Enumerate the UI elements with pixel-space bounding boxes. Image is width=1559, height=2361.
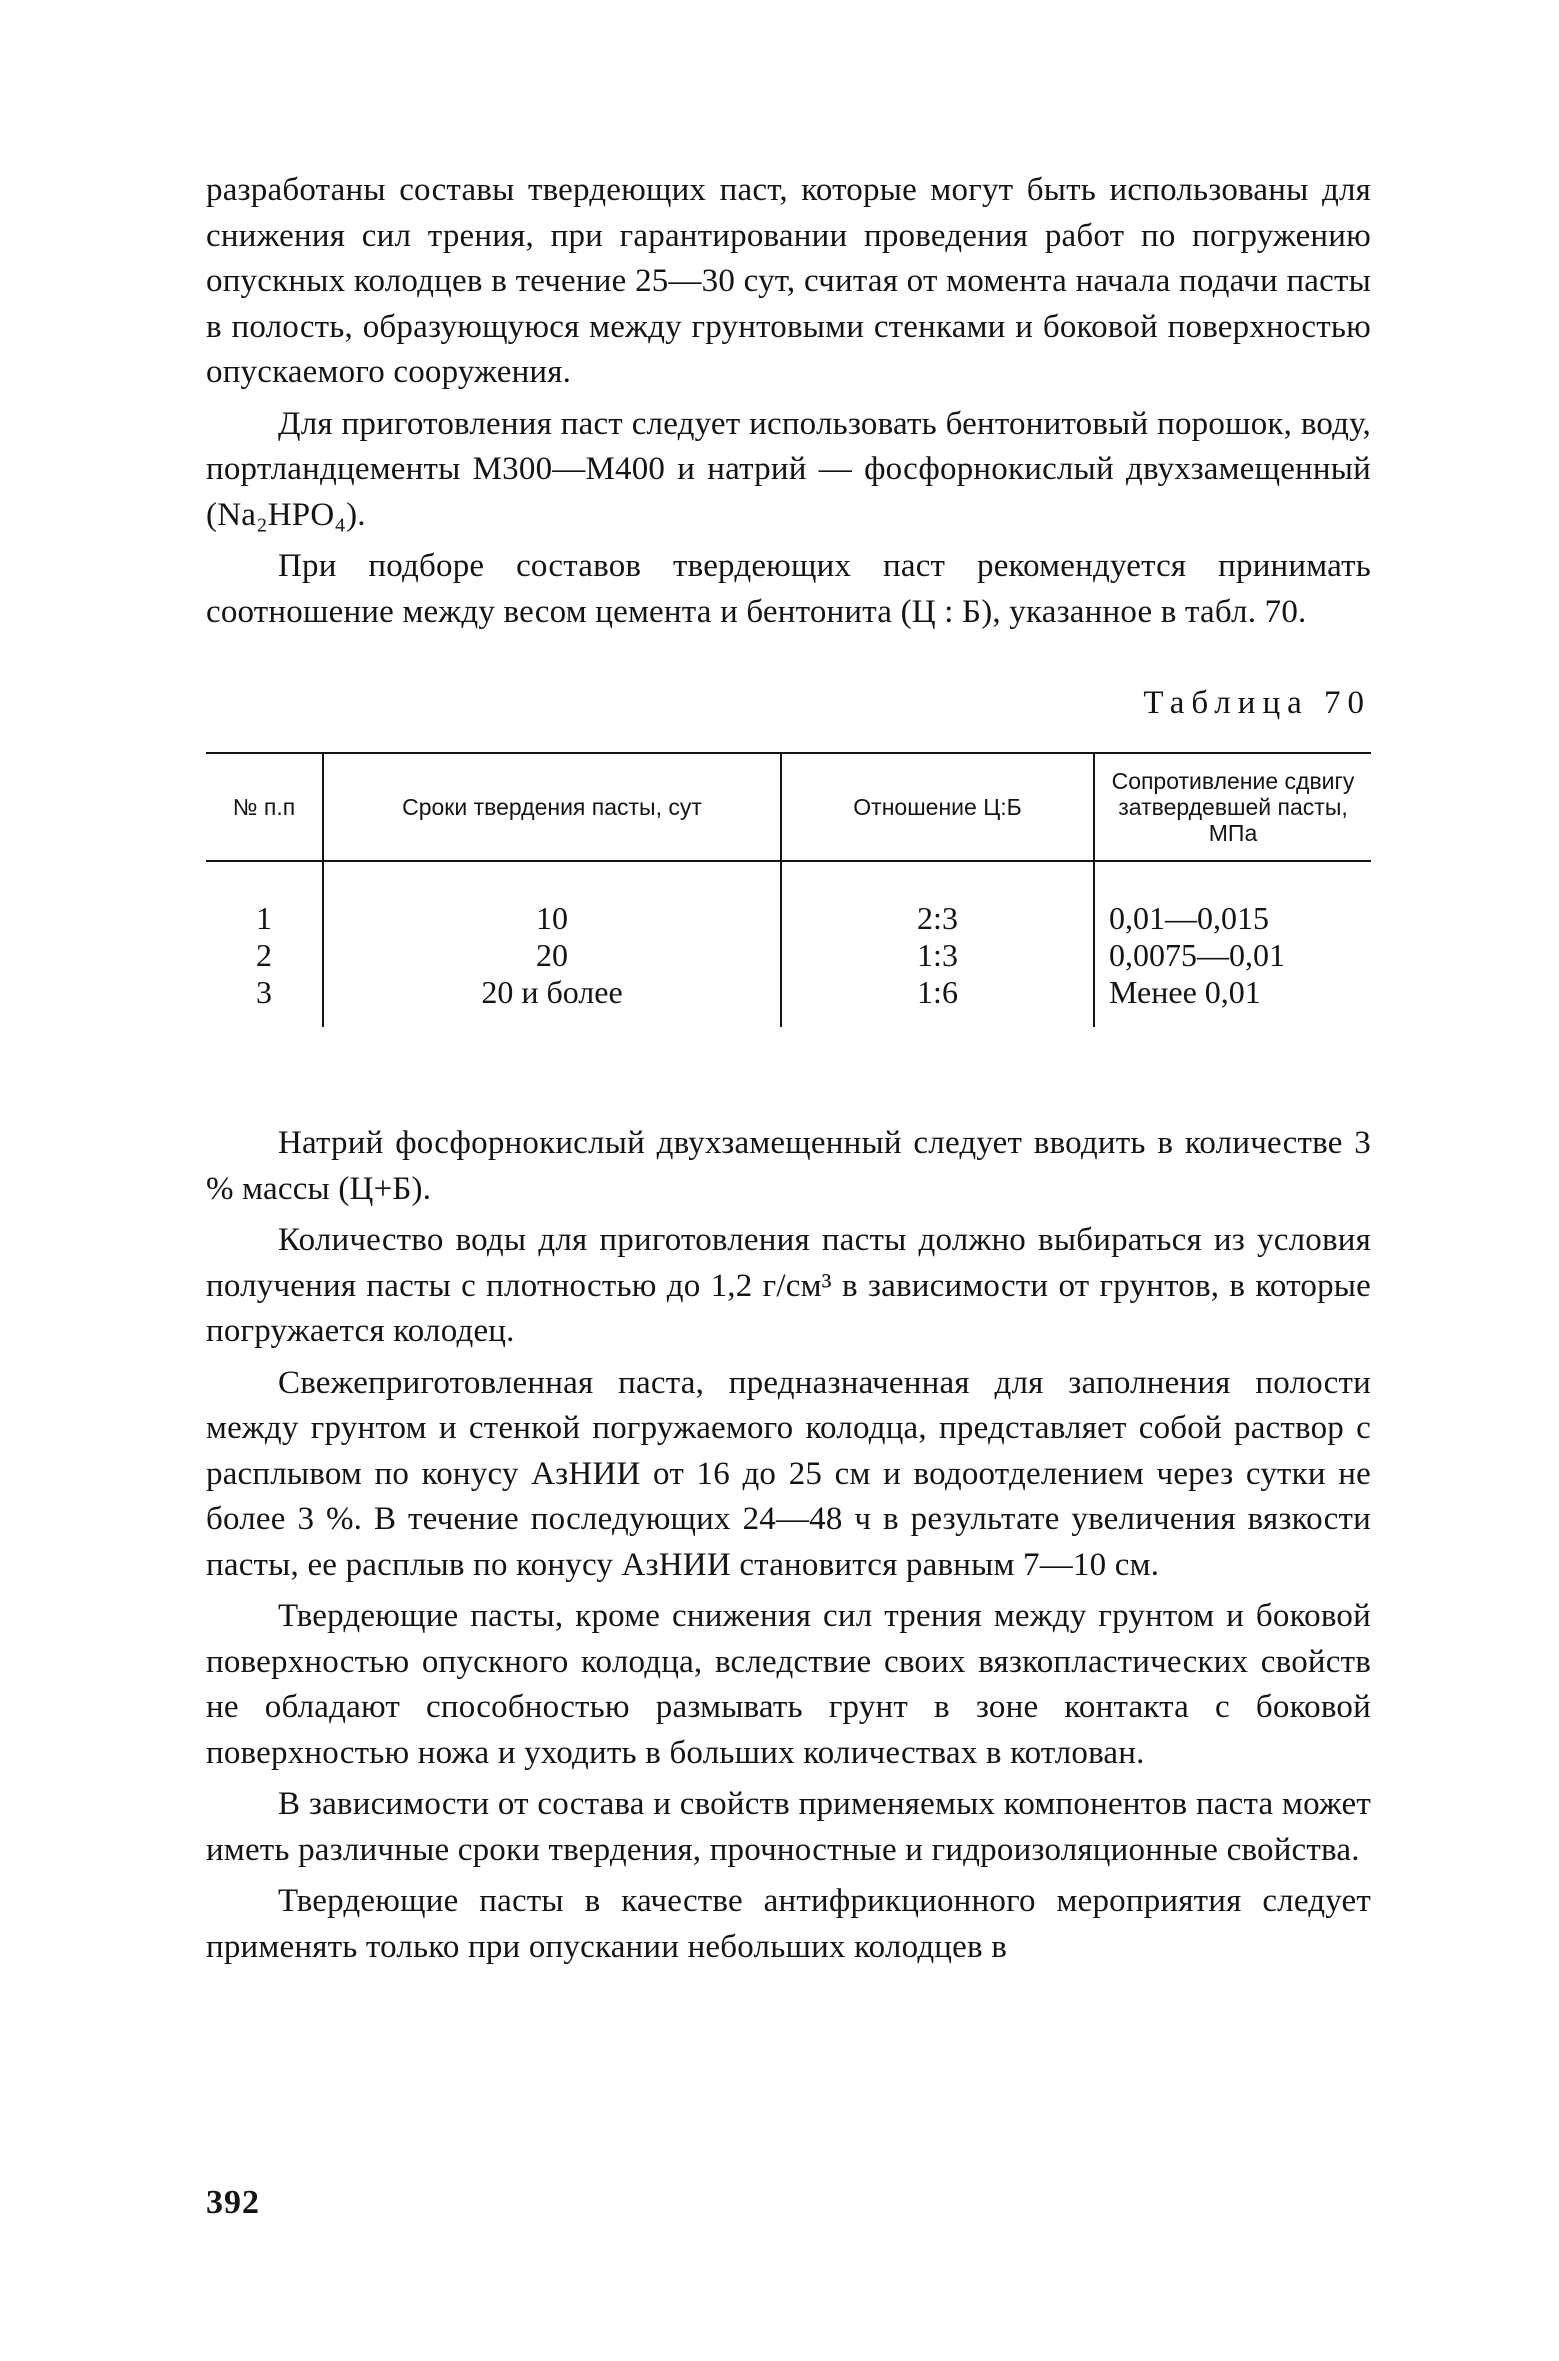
paragraph-hardening-pastes: Твердеющие пасты, кроме снижения сил трения между грунтом и боковой поверхностью опускного колодца, вследствие своих вязкопластических свойств не обладают способностью размывать грунт в зоне контакта с боковой поверхностью ножа и уходить в больших количествах в котлован. xyxy=(206,1598,1371,1771)
cell-number: 1 xyxy=(256,900,272,936)
table-row xyxy=(206,937,1371,974)
table-caption: Таблица 70 xyxy=(1143,685,1371,721)
cell-shear-resistance: 0,0075—0,01 xyxy=(1094,937,1371,974)
document-page xyxy=(206,168,1371,1970)
paragraph-fresh-paste: Свежеприготовленная паста, предназначенная для заполнения полости между грунтом и стенкой погружаемого колодца, представляет собой раствор с расплывом по конусу АзНИИ от 16 до 25 см и водоотделением через сутки не более 3 %. В течение последующих 24—48 ч в результате увеличения вязкости пасты, ее расплыв по конусу АзНИИ становится равным 7—10 см. xyxy=(206,1364,1371,1583)
cell-ratio: 1:6 xyxy=(781,974,1094,1027)
cell-shear-resistance: Менее 0,01 xyxy=(1094,974,1371,1027)
cell-hardening-time: 20 xyxy=(323,937,781,974)
header-number: № п.п xyxy=(206,753,323,861)
paragraph-composition: В зависимости от состава и свойств применяемых компонентов паста может иметь различные сроки твердения, прочностные и гидроизоляционные свойства. xyxy=(206,1786,1371,1868)
paragraph-water-amount: Количество воды для приготовления пасты должно выбираться из условия получения пасты с плотностью до 1,2 г/см³ в зависимости от грунтов, в которые погружается колодец. xyxy=(206,1222,1371,1349)
header-hardening-time: Сроки твердения пасты, сут xyxy=(323,753,781,861)
cell-ratio: 2:3 xyxy=(781,861,1094,937)
paragraph-application: Твердеющие пасты в качестве антифрикционного мероприятия следует применять только при опускании небольших колодцев в xyxy=(206,1883,1371,1965)
cell-number: 3 xyxy=(256,974,272,1010)
page-number: 392 xyxy=(206,2184,260,2221)
paste-table xyxy=(206,752,1371,1027)
paragraph-sodium-phosphate: Натрий фосфорнокислый двухзамещенный следует вводить в количестве 3 % массы (Ц+Б). xyxy=(206,1125,1371,1207)
paragraph-continuation: разработаны составы твердеющих паст, которые могут быть использованы для снижения сил трения, при гарантировании проведения работ по погружению опускных колодцев в течение 25—30 сут, считая от момента начала подачи пасты в полость, образующуюся между грунтовыми стенками и боковой поверхностью опускаемого сооружения. xyxy=(206,172,1371,390)
header-ratio: Отношение Ц:Б xyxy=(781,753,1094,861)
table-row xyxy=(206,861,1371,937)
header-shear-resistance: Сопротивление сдвигу затвердевшей пасты, МПа xyxy=(1094,753,1371,861)
cell-hardening-time: 20 и более xyxy=(323,974,781,1027)
text-after-table xyxy=(206,1121,1371,1970)
paragraph-materials: Для приготовления паст следует использовать бентонитовый порошок, воду, портландцементы М300—М400 и натрий — фосфорнокислый двухзамещенный (Na₂HPO₄). xyxy=(206,405,1371,533)
table-header-row xyxy=(206,753,1371,861)
cell-ratio: 1:3 xyxy=(781,937,1094,974)
cell-shear-resistance: 0,01—0,015 xyxy=(1094,861,1371,937)
cell-number: 2 xyxy=(256,937,272,973)
cell-hardening-time: 10 xyxy=(323,861,781,937)
table-row xyxy=(206,974,1371,1027)
paragraph-ratio: При подборе составов твердеющих паст рекомендуется принимать соотношение между весом цемента и бентонита (Ц : Б), указанное в табл. 70. xyxy=(206,548,1371,630)
